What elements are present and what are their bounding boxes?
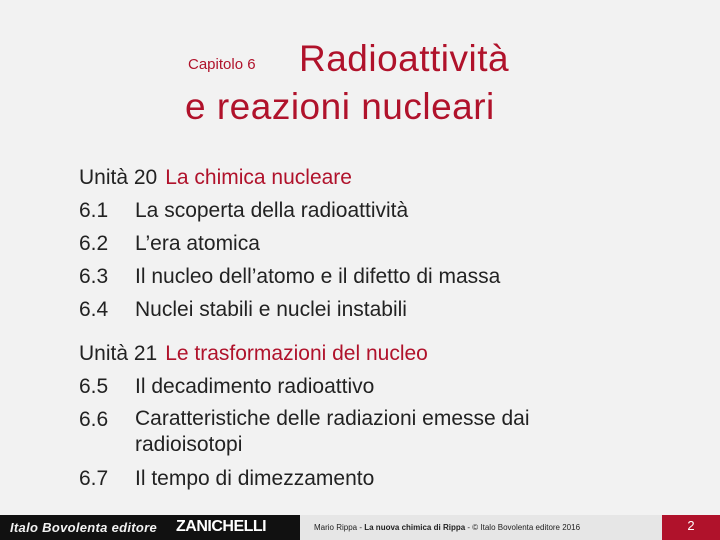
- footer-credit: [300, 515, 662, 540]
- item-number: 6.2: [79, 232, 109, 255]
- title-line-1: Radioattività: [299, 38, 510, 79]
- credit-book-title: La nuova chimica di Rippa: [364, 523, 466, 532]
- unit-20-section: [79, 161, 605, 326]
- item-text: La scoperta della radioattività: [135, 199, 409, 222]
- item-number: 6.7: [79, 467, 109, 490]
- unit-title: Le trasformazioni del nucleo: [165, 342, 428, 365]
- unit-label: Unità 20: [79, 166, 158, 189]
- item-number: 6.6: [79, 408, 109, 431]
- unit-label: Unità 21: [79, 342, 158, 365]
- title-line-2: e reazioni nucleari: [185, 86, 495, 127]
- list-item: [79, 293, 605, 326]
- credit-author: Mario Rippa -: [314, 523, 365, 532]
- unit-heading: [79, 161, 605, 194]
- item-number: 6.3: [79, 265, 109, 288]
- item-text: Il tempo di dimezzamento: [135, 467, 375, 490]
- item-text: Caratteristiche delle radiazioni emesse dai radioisotopi: [135, 407, 530, 456]
- zanichelli-logo: ZANICHELLI: [176, 518, 267, 535]
- item-number: 6.5: [79, 375, 109, 398]
- list-item: [79, 370, 605, 403]
- item-text: L’era atomica: [135, 232, 260, 255]
- list-item: [79, 260, 605, 293]
- list-item: [79, 227, 605, 260]
- item-text: Il decadimento radioattivo: [135, 375, 375, 398]
- list-item: [79, 194, 605, 227]
- item-number: 6.4: [79, 298, 109, 321]
- list-item: [79, 403, 605, 462]
- footer-bar: [0, 515, 720, 540]
- page-number: 2: [687, 518, 695, 533]
- item-number: 6.1: [79, 199, 109, 222]
- item-text: Nuclei stabili e nuclei instabili: [135, 298, 407, 321]
- unit-21-section: [79, 337, 605, 495]
- list-item: [79, 462, 605, 495]
- credit-copyright: - © Italo Bovolenta editore 2016: [465, 523, 581, 532]
- unit-title: La chimica nucleare: [165, 166, 352, 189]
- publisher-brand: Italo Bovolenta editore: [10, 520, 158, 535]
- chapter-label: Capitolo 6: [188, 56, 256, 73]
- unit-heading: [79, 337, 605, 370]
- item-text: Il nucleo dell’atomo e il difetto di massa: [135, 265, 501, 288]
